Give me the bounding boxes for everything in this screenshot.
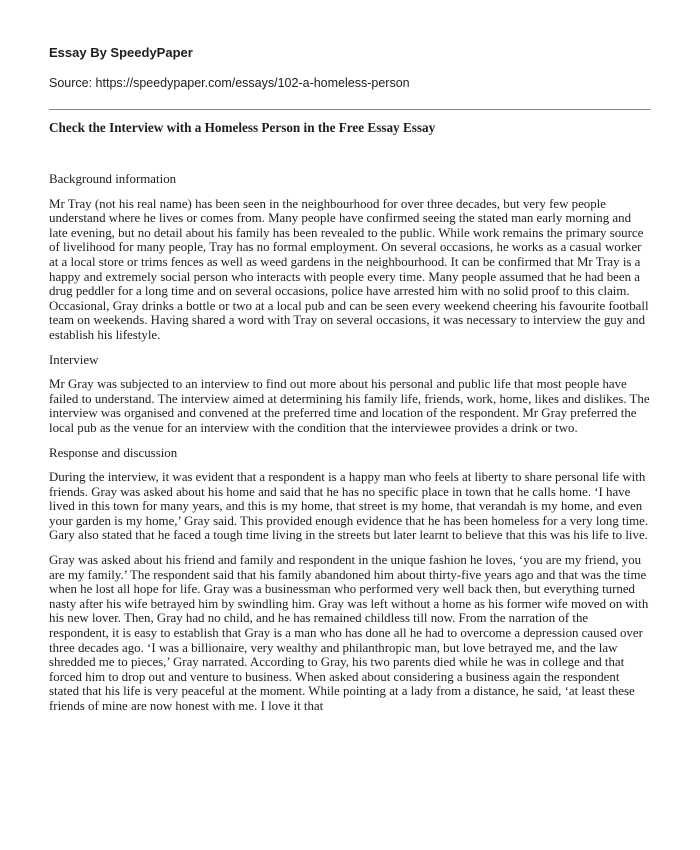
section-heading-background: Background information — [49, 172, 177, 186]
section-heading-interview: Interview — [49, 352, 99, 367]
brand-title: Essay By SpeedyPaper — [49, 45, 193, 60]
paragraph-response-1: During the interview, it was evident that a respondent is a happy man who feels at liberty to share personal life with friends. Gray was asked about his home and said that he has no specific place in town that he calls home. ‘I have lived in this town for many years, and this is my home, that street is my home, that verandah is my home, and even your garden is my home,’ Gray said. This provided enough evidence that he has been homeless for a very long time. Gary also stated that he faced a tough time living in the streets but later learnt to believe that this was his life to live. — [49, 470, 649, 543]
paragraph-response-2: Gray was asked about his friend and family and respondent in the unique fashion he loves, ‘you are my friend, you are my family.’ The respondent said that his family abandoned him about thirty-five years ago and that was the time when he lost all hope for life. Gray was a businessman who performed very well back then, but everything turned nasty after his wife betrayed him by swindling him. Gray was left without a home as his former wife moved on with his new lover. Then, Gray had no child, and he has remained childless till now. From the narration of the respondent, it is easy to establish that Gray is a man who has done all he had to overcome a depression caused over three decades ago. ‘I was a billionaire, very wealthy and philanthropic man, but love betrayed me, and the law shredded me to pieces,’ Gray narrated. According to Gray, his two parents died while he was in college and that forced him to drop out and venture to business. When asked about considering a business again the respondent stated that his life is very peaceful at the moment. While pointing at a lady from a distance, he said, ‘at least these friends of mine are now honest with me. I love it that — [49, 553, 649, 713]
header-divider — [49, 109, 651, 110]
paragraph-background: Mr Tray (not his real name) has been seen in the neighbourhood for over three decades, but very few people understand where he lives or comes from. Many people have confirmed seeing the stated man early morning and late evening, but no detail about his family has been revealed to the public. While work remains the primary source of livelihood for many people, Tray has no formal employment. On several occasions, he works as a casual worker at a local store or trims fences as well as weed gardens in the neighbourhood. It can be confirmed that Mr Tray is a happy and extremely social person who interacts with people every time. Many people assumed that he had been a drug peddler for a long time and on several occasions, police have arrested him with no solid proof to this claim. Occasional, Gray drinks a bottle or two at a local pub and can be seen every weekend cheering his favourite football team on weekends. Having shared a word with Tray on several occasions, it was necessary to interview the guy and establish his lifestyle. — [49, 196, 649, 342]
paragraph-interview: Mr Gray was subjected to an interview to find out more about his personal and public life that most people have failed to understand. The interview aimed at determining his family life, friends, work, home, likes and dislikes. The interview was organised and convened at the preferred time and location of the respondent. Mr Gray preferred the local pub as the venue for an interview with the condition that the interviewee provides a drink or two. — [49, 377, 650, 435]
essay-body — [49, 172, 651, 724]
essay-title: Check the Interview with a Homeless Person in the Free Essay Essay — [49, 120, 436, 135]
source-line: Source: https://speedypaper.com/essays/102-a-homeless-person — [49, 76, 410, 90]
section-heading-response: Response and discussion — [49, 445, 178, 460]
